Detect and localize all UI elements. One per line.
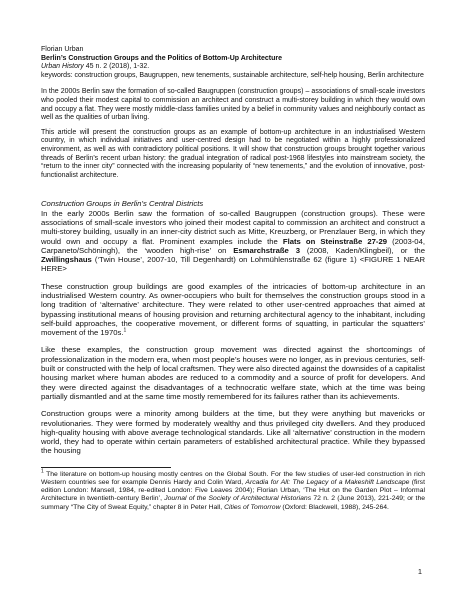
citation bbox=[41, 63, 425, 72]
p1-text-e: (‘Twin House’, 2007-10, Till Degenhardt) on Lohmühlenstraße 62 (figure 1) <FIGURE 1 NEAR HERE> bbox=[41, 255, 425, 274]
abstract-paragraph-2: This article will present the construction groups as an example of bottom-up architecture in an industrialised Western country, in which individual initiatives and user-centred design had to be negotiated within a highly professionalized environment, as well as with contradictory political positions. It will show that construction groups brought together various threads of Berlin’s recent urban history: the gradual integration of radical post-1968 lifestyles into mainstream society, the “return to the inner city” connected with the increasing popularity of “new tenements,” and the evolution of innovative, post-functionalist architecture. bbox=[41, 128, 425, 179]
footnote-divider bbox=[41, 467, 171, 468]
p1-bold-zwillingshaus: Zwillingshaus bbox=[41, 255, 92, 265]
footnote-text-2: (first edition London: Mansell, 1984, re-edited London: Five Leaves 2004); Florian Urban, ‘The Hut on the Garden Plot – Informal Architecture in twentieth-century Berlin’, bbox=[41, 478, 425, 503]
footnote-text-1: The literature on bottom-up housing mostly centres on the Global South. For the few studies of user-led construction in rich Western countries see for example Dennis Hardy and Colin Ward, bbox=[41, 470, 425, 486]
body-paragraph-1 bbox=[41, 209, 425, 274]
author: Florian Urban bbox=[41, 46, 84, 53]
journal-name: Urban History bbox=[41, 63, 84, 71]
body-paragraph-3: Like these examples, the construction group movement was directed against the shortcomings of professionalization in the modern era, when most people’s houses were no longer, as in previous centuries, self-built or constructed with the help of local craftsmen. They were also directed against the downsides of a capitalist housing market where human abodes are reduced to a commodity and a source of profit for developers. And they were directed against the disadvantages of a technocratic welfare state, which at the time was being partially dismantled and at the same time mostly remembered for its failures rather than its achievements. bbox=[41, 345, 425, 401]
body-paragraph-4: Construction groups were a minority among builders at the time, but they were anything but mavericks or revolutionaries. They were formed by moderately wealthy and thus privileged city dwellers. And they produced high-quality housing with above average technological standards. Like all ‘alternative’ construction in the modern world, they had to operate within certain parameters of established architectural practice. While they bypassed the housing bbox=[41, 409, 425, 456]
footnote-number: 1 bbox=[41, 468, 44, 475]
p2-text: These construction group buildings are good examples of the intricacies of bottom-up architecture in an industrialised Western country. As owner-occupiers who built for themselves the construction groups stood in a long tradition of ‘alternative’ architecture. They were related to other user-centred approaches that aimed at bypassing institutional means of housing provision and returning architectural agency to the inhabitant, including self-build approaches, the cooperative movement, or different forms of squatting, in particular the squatters’ movement of the 1970s. bbox=[41, 281, 425, 338]
footnote-text-3: 72 n. 2 (June 2013), 221-249; or the summary “The City of Sweat Equity,” chapter 8 in Peter Hall, bbox=[41, 495, 426, 511]
abstract bbox=[41, 88, 425, 180]
main-section bbox=[41, 199, 425, 455]
abstract-paragraph-1: In the 2000s Berlin saw the formation of so-called Baugruppen (construction groups) – associations of small-scale investors who pooled their modest capital to commission an architect and construct a multi-storey building in which they would own and occupy a flat. They were mostly middle-class families united by a belief in community values and neighbourly contact as well as the qualities of urban living. bbox=[41, 88, 425, 122]
footnote-marker: 1 bbox=[123, 327, 127, 334]
footnote-title-cities: Cities of Tomorrow bbox=[224, 503, 281, 511]
keywords: keywords: construction groups, Baugruppen, new tenements, sustainable architecture, self-help housing, Berlin architecture bbox=[41, 71, 424, 79]
section-heading: Construction Groups in Berlin’s Central Districts bbox=[41, 199, 204, 209]
header-block bbox=[41, 46, 425, 80]
p1-bold-steinstrasse: Flats on Steinstraße 27-29 bbox=[282, 236, 387, 246]
footnote-title-journal: Journal of the Society of Architectural Historians bbox=[164, 495, 312, 503]
citation-details: 45 n. 2 (2018), 1-32. bbox=[83, 63, 150, 71]
p1-text-c: (2003-04, Carpaneto/Schöningh), the ‘wooden high-rise’ on bbox=[41, 236, 425, 255]
page-number: 1 bbox=[417, 567, 422, 576]
footnote-title-arcadia: Arcadia for All: The Legacy of a Makeshift Landscape bbox=[245, 478, 410, 486]
p1-bold-esmarchstrasse: Esmarchstraße 3 bbox=[233, 245, 300, 255]
footnote-1 bbox=[41, 468, 426, 512]
body-paragraph-2 bbox=[41, 282, 425, 338]
p1-text-d: (2008, Kaden/Klingbeil), or the bbox=[300, 245, 425, 255]
article-title: Berlin’s Construction Groups and the Politics of Bottom-Up Architecture bbox=[41, 54, 282, 62]
footnote-text-4: (Oxford: Blackwell, 1988), 245-264. bbox=[280, 503, 389, 511]
paper-page bbox=[41, 46, 425, 512]
p1-text-a: In the early 2000s Berlin saw the formation of so-called Baugruppen (construction groups). These were associations of small-scale investors who joined their modest capital to commission an architect and construct a multi-storey building, usually in an inner-city district such as Mitte, Kreuzberg, or Prenzlauer Berg, in which they would own and occupy a flat. Prominent examples include the bbox=[41, 208, 425, 246]
